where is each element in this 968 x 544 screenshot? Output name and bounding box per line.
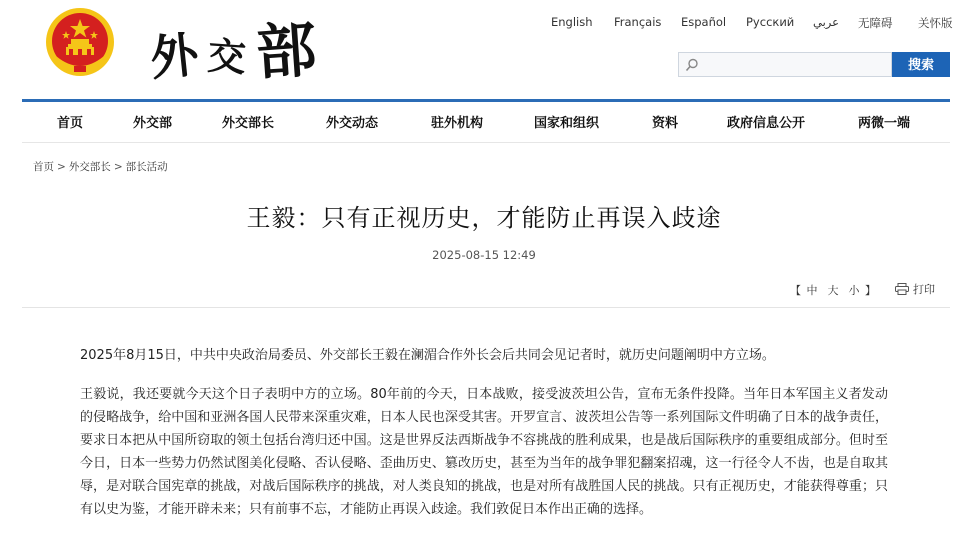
national-emblem-icon[interactable] <box>44 6 116 78</box>
print-button[interactable] <box>895 281 935 297</box>
lang-french[interactable]: Français <box>614 15 662 29</box>
logo-glyph: 部 <box>253 14 319 89</box>
nav-item-resources[interactable]: 资料 <box>652 116 679 131</box>
search-box <box>678 52 892 77</box>
breadcrumb-home[interactable]: 首页 <box>33 161 54 173</box>
breadcrumb-separator: > <box>113 161 123 173</box>
font-size-bracket-close: 】 <box>865 284 876 297</box>
font-size-bracket-open: 【 <box>790 284 801 297</box>
language-switcher <box>530 15 960 33</box>
font-size-control <box>790 282 876 298</box>
nav-item-diplomatic-news[interactable]: 外交动态 <box>326 116 379 131</box>
lang-russian[interactable]: Русский <box>746 15 795 29</box>
lang-spanish[interactable]: Español <box>681 15 727 29</box>
nav-item-minister[interactable]: 外交部长 <box>222 116 275 131</box>
nav-item-gov-info[interactable]: 政府信息公开 <box>727 116 806 131</box>
breadcrumb-separator: > <box>57 161 66 173</box>
content-divider <box>22 307 950 308</box>
article-date: 2025-08-15 12:49 <box>432 248 536 262</box>
article-title: 王毅：只有正视历史，才能防止再误入歧途 <box>246 204 722 232</box>
print-label: 打印 <box>913 283 935 296</box>
search-button[interactable]: 搜索 <box>892 52 950 77</box>
main-nav <box>22 102 950 140</box>
article-paragraph: 2025年8月15日，中共中央政治局委员、外交部长王毅在澜湄合作外长会后共同会见记者时，就历史问题阐明中方立场。 <box>80 348 775 363</box>
nav-item-missions[interactable]: 驻外机构 <box>431 116 484 131</box>
nav-item-social[interactable]: 两微一端 <box>858 116 911 131</box>
search-input[interactable] <box>703 55 889 74</box>
breadcrumb <box>33 159 168 174</box>
lang-elderly-mode[interactable]: 关怀版 <box>918 16 953 30</box>
printer-icon <box>895 283 909 295</box>
breadcrumb-activities[interactable]: 部长活动 <box>125 161 168 173</box>
lang-accessibility[interactable]: 无障碍 <box>858 16 893 30</box>
nav-item-countries[interactable]: 国家和组织 <box>534 116 600 131</box>
nav-item-home[interactable]: 首页 <box>57 116 84 131</box>
site-logo[interactable] <box>147 4 320 94</box>
logo-glyph: 外 <box>147 26 202 88</box>
lang-english[interactable]: English <box>551 15 593 29</box>
lang-arabic[interactable]: عربي <box>813 15 839 29</box>
nav-item-ministry[interactable]: 外交部 <box>133 116 173 131</box>
font-size-large[interactable]: 中 <box>806 284 818 297</box>
site-header <box>0 0 968 100</box>
article-body <box>80 344 888 537</box>
search-icon <box>685 58 699 72</box>
logo-glyph: 交 <box>206 32 248 81</box>
article-paragraph: 王毅说，我还要就今天这个日子表明中方的立场。80年前的今天，日本战败，接受波茨坦公告，宣布无条件投降。当年日本军国主义者发动的侵略战争，给中国和亚洲各国人民带来深重灾难，日本人民也深受其害。开罗宣言、波茨坦公告等一系列国际文件明确了日本的战争责任，要求日本把从中国所窃取的领土包括台湾归还中国。这是世界反法西斯战争不容挑战的胜利成果，也是战后国际秩序的重要组成部分。但时至今日，日本一些势力仍然试图美化侵略、否认侵略、歪曲历史、篡改历史，甚至为当年的战争罪犯翻案招魂，这一行径令人不齿，也是自取其辱，是对联合国宪章的挑战，对战后国际秩序的挑战，对人类良知的挑战，也是对所有战胜国人民的挑战。只有正视历史，才能获得尊重；只有以史为鉴，才能开辟未来；只有前事不忘，才能防止再误入歧途。我们敦促日本作出正确的选择。 <box>80 387 888 517</box>
nav-bottom-rule <box>22 142 950 143</box>
font-size-medium[interactable]: 大 <box>827 284 839 297</box>
font-size-small[interactable]: 小 <box>848 284 860 297</box>
breadcrumb-minister[interactable]: 外交部长 <box>68 161 111 173</box>
